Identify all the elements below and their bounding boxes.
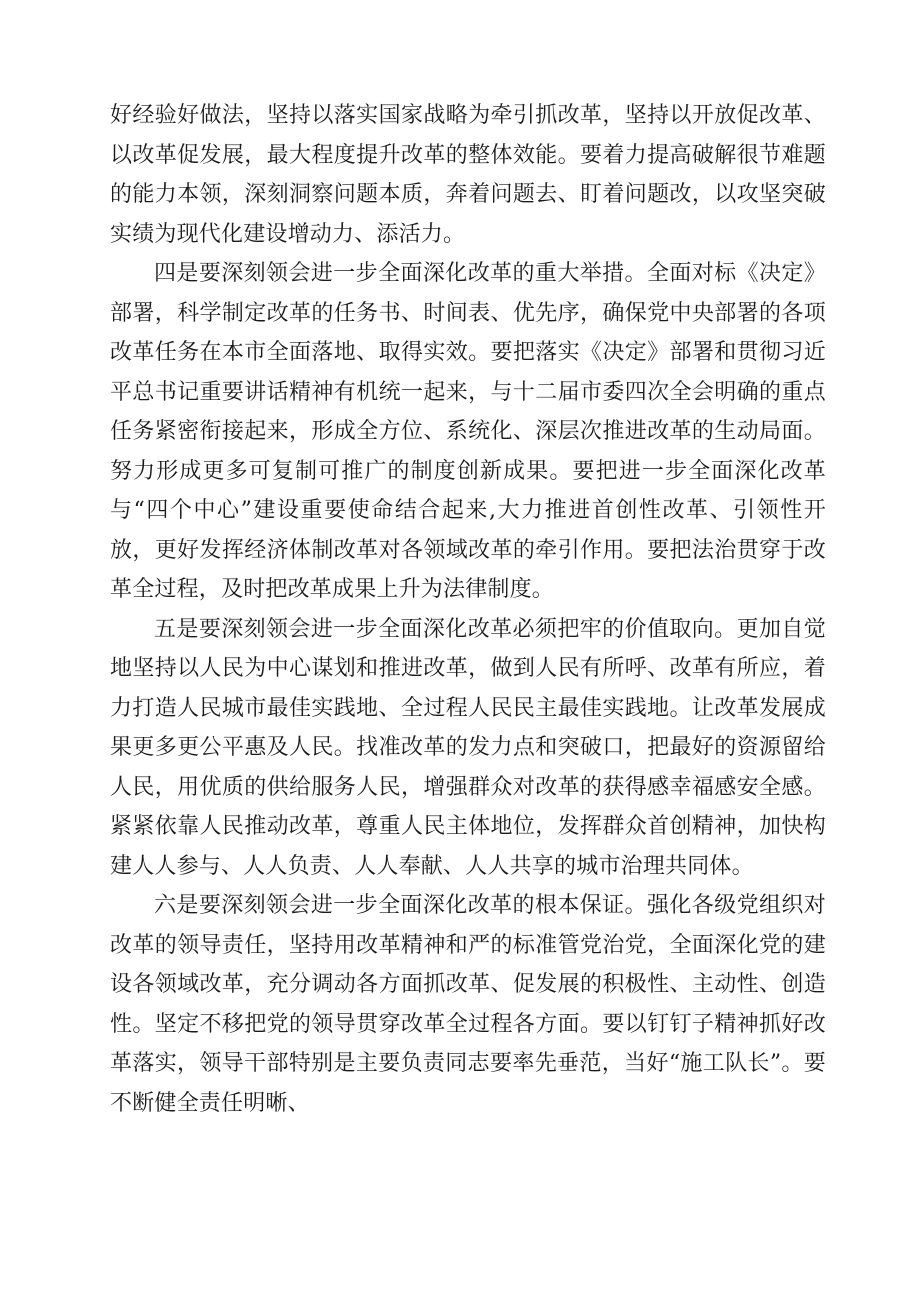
paragraph-point-six: 六是要深刻领会进一步全面深化改革的根本保证。强化各级党组织对改革的领导责任，坚持用改革精神和严的标准管党治党，全面深化党的建设各领域改革，充分调动各方面抓改革、促发展的积极性、主动性、创造性。坚定不移把党的领导贯穿改革全过程各方面。要以钉钉子精神抓好改革落实，领导干部特别是主要负责同志要率先垂范，当好“施工队长”。要不断健全责任明晰、 bbox=[110, 893, 826, 1116]
paragraph-point-four: 四是要深刻领会进一步全面深化改革的重大举措。全面对标《决定》部署，科学制定改革的任务书、时间表、优先序，确保党中央部署的各项改革任务在本市全面落地、取得实效。要把落实《决定》部署和贯彻习近平总书记重要讲话精神有机统一起来，与十二届市委四次全会明确的重点任务紧密衔接起来，形成全方位、系统化、深层次推进改革的生动局面。努力形成更多可复制可推广的制度创新成果。要把进一步全面深化改革与“四个中心”建设重要使命结合起来,大力推进首创性改革、引领性开放，更好发挥经济体制改革对各领域改革的牵引作用。要把法治贯穿于改革全过程，及时把改革成果上升为法律制度。 bbox=[110, 261, 826, 602]
document-body bbox=[110, 96, 826, 1123]
paragraph-continuation: 好经验好做法，坚持以落实国家战略为牵引抓改革，坚持以开放促改革、以改革促发展，最大程度提升改革的整体效能。要着力提高破解很节难题的能力本领，深刻洞察问题本质，奔着问题去、盯着问题改，以攻坚突破实绩为现代化建设增动力、添活力。 bbox=[110, 103, 826, 247]
paragraph-point-five: 五是要深刻领会进一步全面深化改革必须把牢的价值取向。更加自觉地坚持以人民为中心谋划和推进改革，做到人民有所呼、改革有所应，着力打造人民城市最佳实践地、全过程人民民主最佳实践地。让改革发展成果更多更公平惠及人民。找准改革的发力点和突破口，把最好的资源留给人民，用优质的供给服务人民，增强群众对改革的获得感幸福感安全感。紧紧依靠人民推动改革，尊重人民主体地位，发挥群众首创精神，加快构建人人参与、人人负责、人人奉献、人人共享的城市治理共同体。 bbox=[110, 616, 826, 879]
